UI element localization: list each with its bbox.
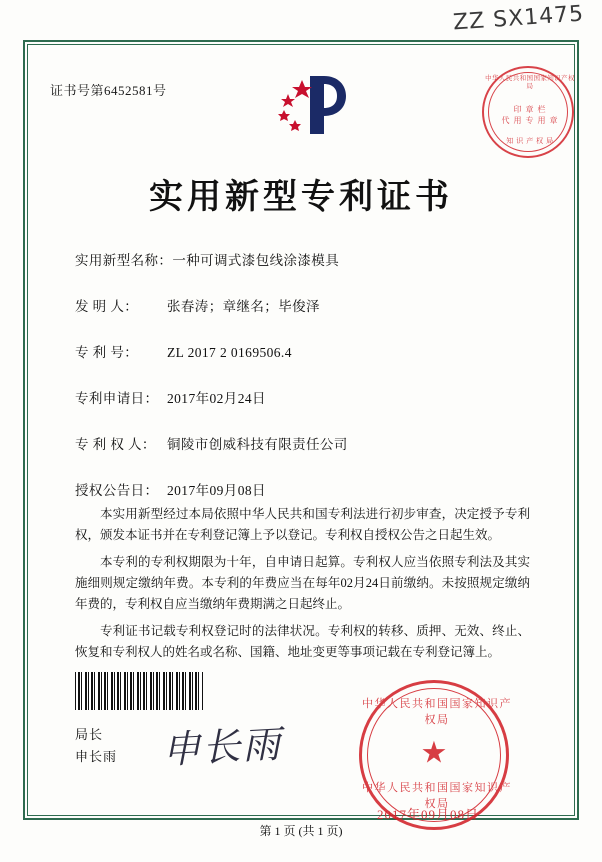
field-value: 2017年02月24日 [167,391,266,406]
field-row [75,249,545,269]
signer-name: 申长雨 [75,749,118,764]
stamp-mid-text: 印 章 栏 代 用 专 用 章 [501,105,559,125]
field-label: 发 明 人： [75,299,139,314]
body-paragraphs [75,504,530,669]
certificate-content [27,44,575,822]
field-row [75,433,545,453]
field-row [75,295,545,315]
paragraph: 本专利的专利权期限为十年，自申请日起算。专利权人应当依照专利法及其实施细则规定缴纳年费。本专利的年费应当在每年02月24日前缴纳。未按照规定缴纳年费的，专利权自应当缴纳年费期满之日起终止。 [75,555,530,611]
field-list [75,249,545,525]
field-label: 授权公告日： [75,483,159,498]
cnipa-logo-icon [262,72,372,138]
star-icon: ★ [420,736,448,770]
seal-top-text: 中华人民共和国国家知识产权局 [362,698,512,726]
field-row [75,341,545,361]
field-label: 实用新型名称： [75,253,173,268]
handwritten-note: ZZ SX1475 [452,1,585,36]
signer-title: 局长 [75,727,104,742]
field-row [75,479,545,499]
certificate-number: 证书号第6452581号 [50,83,167,98]
field-value: 一种可调式漆包线涂漆模具 [172,253,340,268]
page-title: 实用新型专利证书 [149,177,453,217]
signature-block [75,724,117,768]
field-value: 张春涛；章继名；毕俊泽 [167,299,320,314]
field-value: ZL 2017 2 0169506.4 [167,345,292,360]
seal-bottom-text: 中华人民共和国国家知识产权局 [362,782,512,810]
seal-date: 2017年09月08日 [377,807,480,822]
page-footer: 第 1 页 (共 1 页) [259,824,343,838]
field-label: 专 利 权 人： [75,437,156,452]
field-value: 2017年09月08日 [167,483,266,498]
paragraph: 专利证书记载专利权登记时的法律状况。专利权的转移、质押、无效、终止、恢复和专利权人的姓名或名称、国籍、地址变更等事项记载在专利登记簿上。 [75,624,530,659]
stamp-bottom-text: 知 识 产 权 局 [506,137,554,145]
top-red-stamp [482,66,574,158]
field-label: 专 利 号： [75,345,139,360]
field-value: 铜陵市创威科技有限责任公司 [167,437,348,452]
field-row [75,387,545,407]
paragraph: 本实用新型经过本局依照中华人民共和国专利法进行初步审查，决定授予专利权，颁发本证书并在专利登记簿上予以登记。专利权自授权公告之日起生效。 [75,507,530,542]
field-label: 专利申请日： [75,391,159,406]
handwritten-signature: 申长雨 [161,721,284,773]
stamp-arc-text: 中华人民共和国国家知识产权局 [485,75,575,90]
barcode [75,672,203,710]
